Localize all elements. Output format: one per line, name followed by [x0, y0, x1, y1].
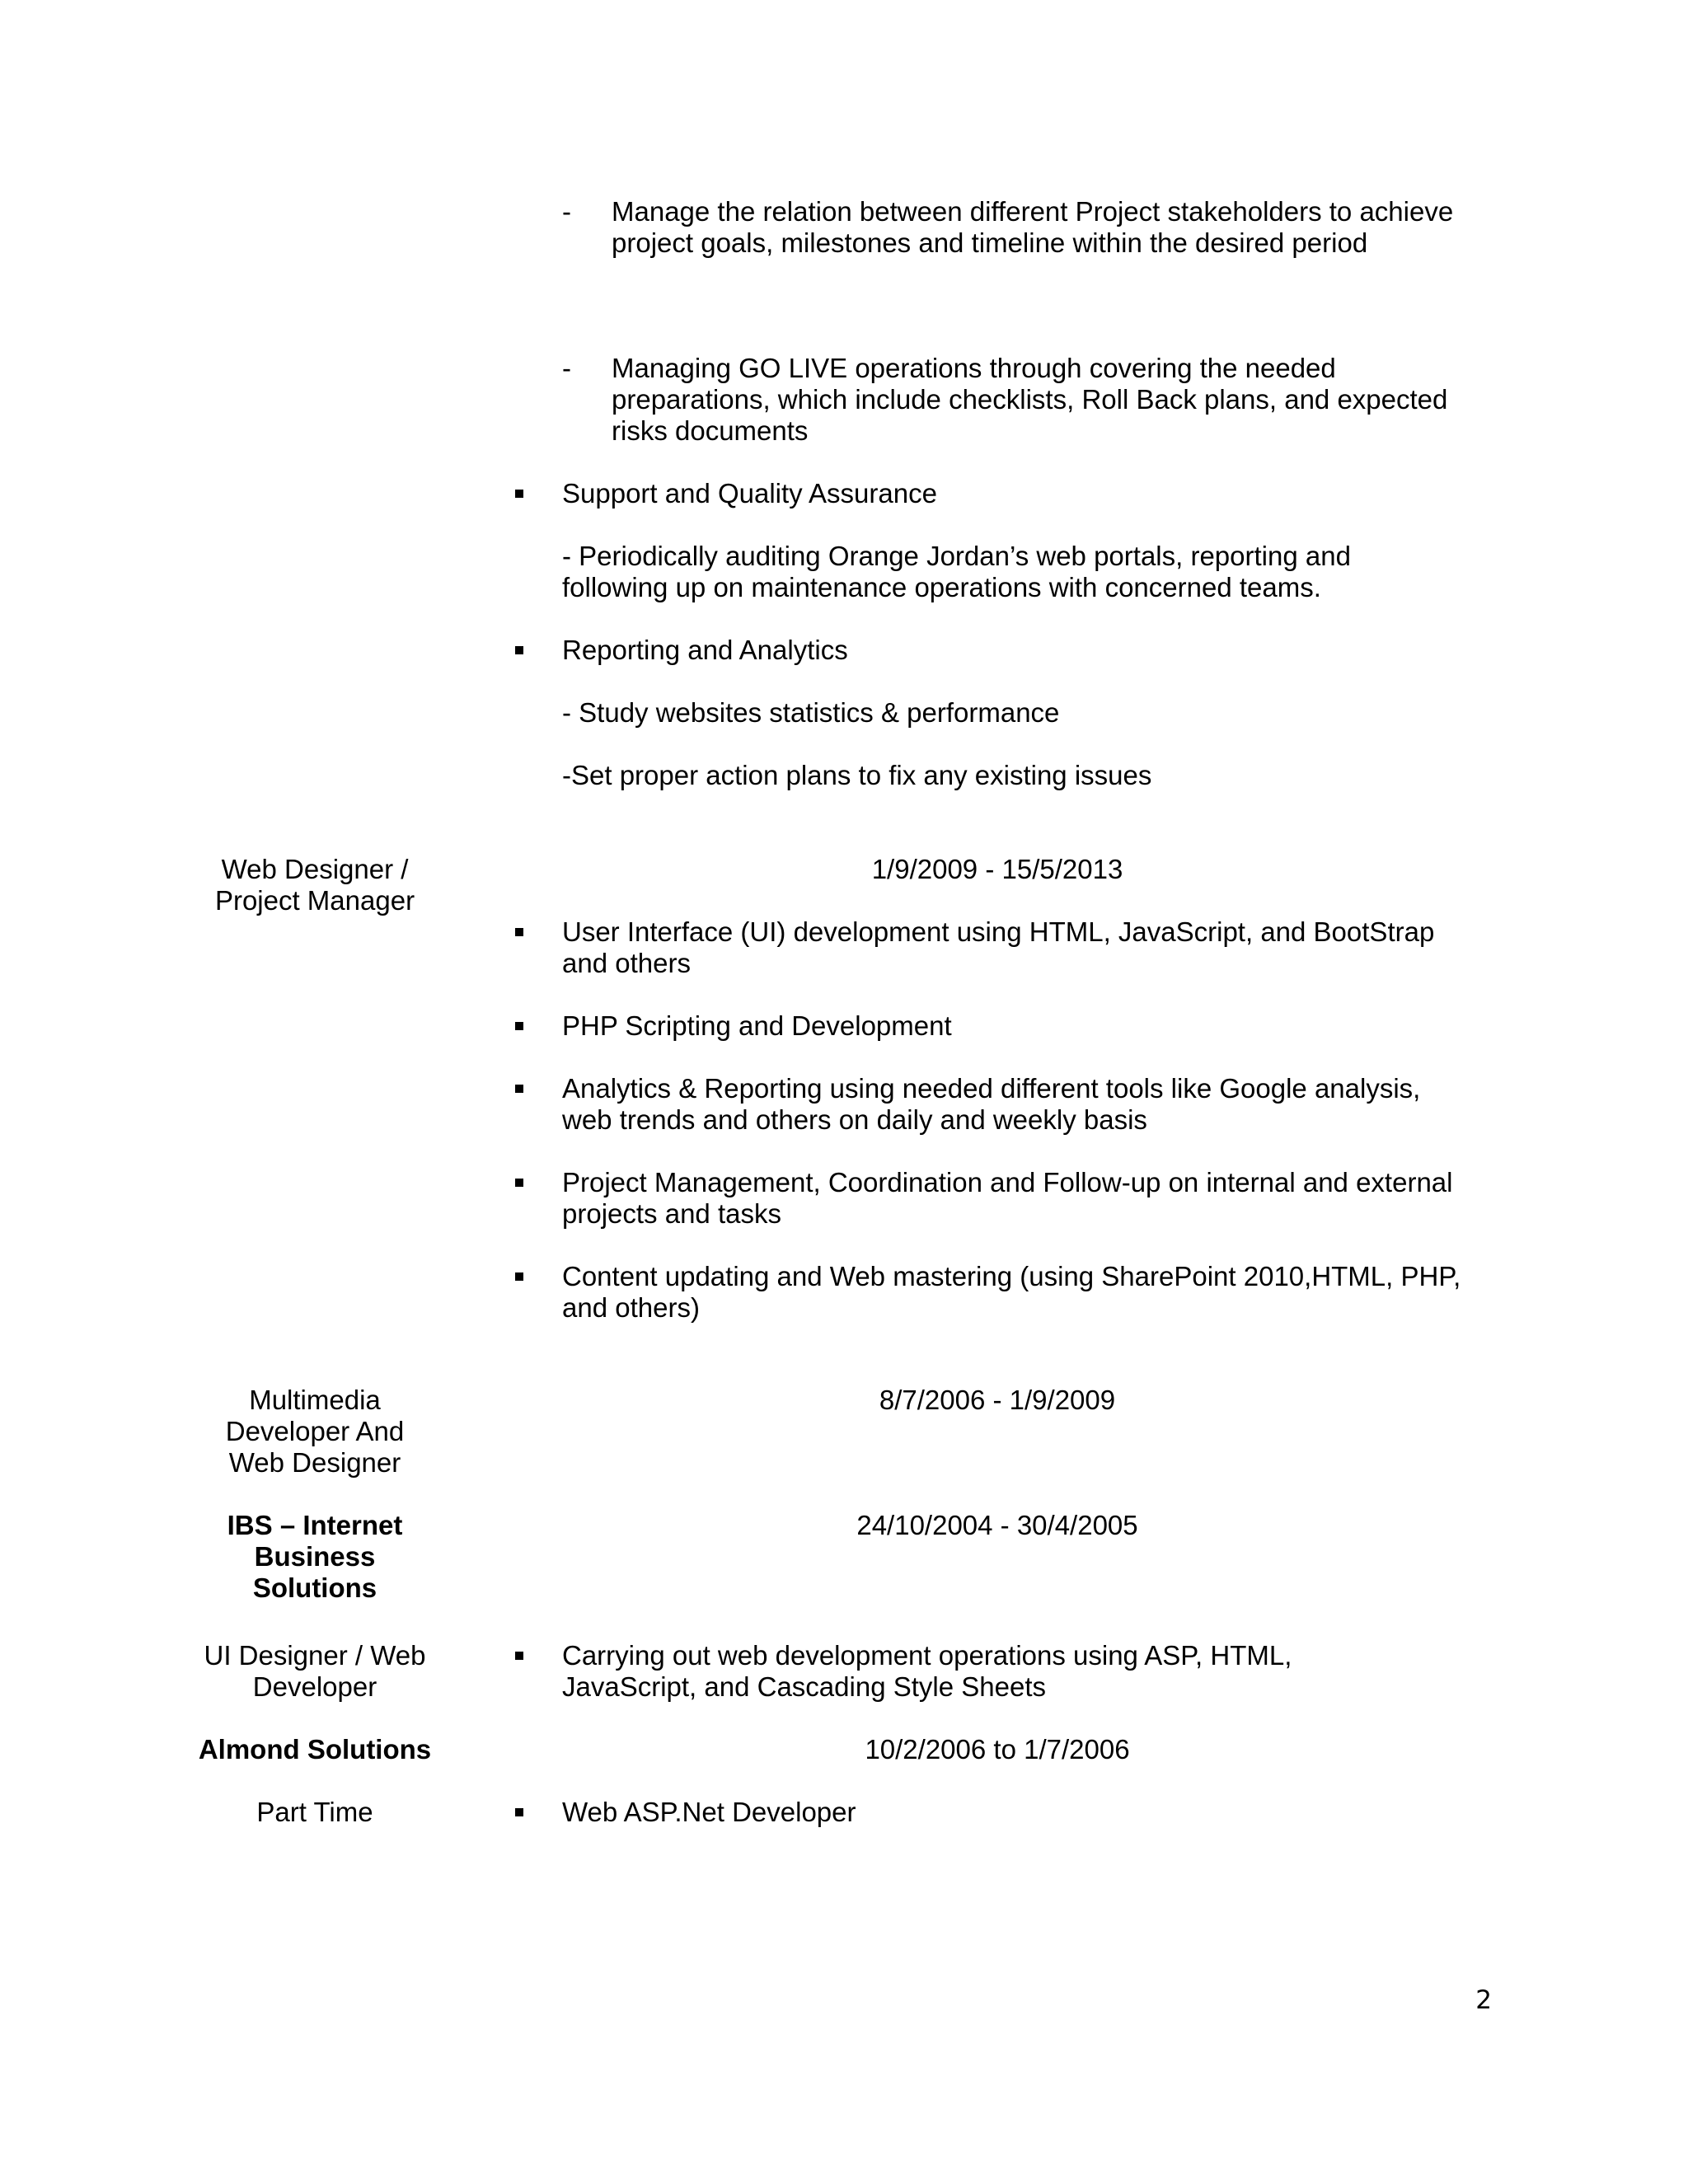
reporting-detail-2: -Set proper action plans to fix any existing issues	[562, 760, 1152, 790]
job-title-ui-designer: UI Designer / Web Developer	[204, 1640, 426, 1702]
dash-marker: -	[562, 353, 571, 383]
bullet-text: User Interface (UI) development using HTML, JavaScript, and BootStrap and others	[562, 916, 1435, 978]
company-ibs: IBS – Internet Business Solutions	[227, 1510, 403, 1603]
bullet-text: PHP Scripting and Development	[562, 1010, 952, 1041]
square-bullet-icon	[515, 1179, 523, 1187]
square-bullet-icon	[515, 490, 523, 498]
square-bullet-icon	[515, 928, 523, 936]
dash-item-text: Managing GO LIVE operations through covering the needed preparations, which include checklists, Roll Back plans, and expected risks documents	[612, 353, 1448, 446]
square-bullet-icon	[515, 1808, 523, 1816]
square-bullet-icon	[515, 1652, 523, 1660]
square-bullet-icon	[515, 646, 523, 654]
support-detail: - Periodically auditing Orange Jordan’s web portals, reporting and following up on maintenance operations with concerned teams.	[562, 541, 1351, 602]
job-dates-web-designer: 1/9/2009 - 15/5/2013	[871, 854, 1123, 884]
square-bullet-icon	[515, 1085, 523, 1093]
bullet-text: Support and Quality Assurance	[562, 478, 937, 509]
job-dates-ibs: 24/10/2004 - 30/4/2005	[856, 1510, 1138, 1540]
bullet-text: Carrying out web development operations using ASP, HTML, JavaScript, and Cascading Style Sheets	[562, 1640, 1292, 1702]
job-type-part-time: Part Time	[256, 1797, 373, 1827]
job-dates-almond: 10/2/2006 to 1/7/2006	[865, 1734, 1130, 1765]
page-number: 2	[1475, 1985, 1492, 2015]
reporting-detail-1: - Study websites statistics & performance	[562, 697, 1060, 728]
bullet-text: Analytics & Reporting using needed different tools like Google analysis, web trends and others on daily and weekly basis	[562, 1073, 1421, 1135]
dash-marker: -	[562, 196, 571, 227]
square-bullet-icon	[515, 1272, 523, 1281]
bullet-text: Reporting and Analytics	[562, 635, 848, 665]
bullet-text: Web ASP.Net Developer	[562, 1797, 856, 1827]
job-dates-multimedia: 8/7/2006 - 1/9/2009	[879, 1385, 1116, 1415]
bullet-text: Content updating and Web mastering (using SharePoint 2010,HTML, PHP, and others)	[562, 1261, 1461, 1323]
job-title-multimedia: Multimedia Developer And Web Designer	[225, 1385, 405, 1478]
company-almond: Almond Solutions	[198, 1734, 432, 1765]
job-title-web-designer: Web Designer / Project Manager	[214, 854, 415, 916]
bullet-text: Project Management, Coordination and Follow-up on internal and external projects and tasks	[562, 1167, 1453, 1229]
dash-item-text: Manage the relation between different Project stakeholders to achieve project goals, milestones and timeline within the desired period	[612, 196, 1454, 258]
square-bullet-icon	[515, 1022, 523, 1030]
